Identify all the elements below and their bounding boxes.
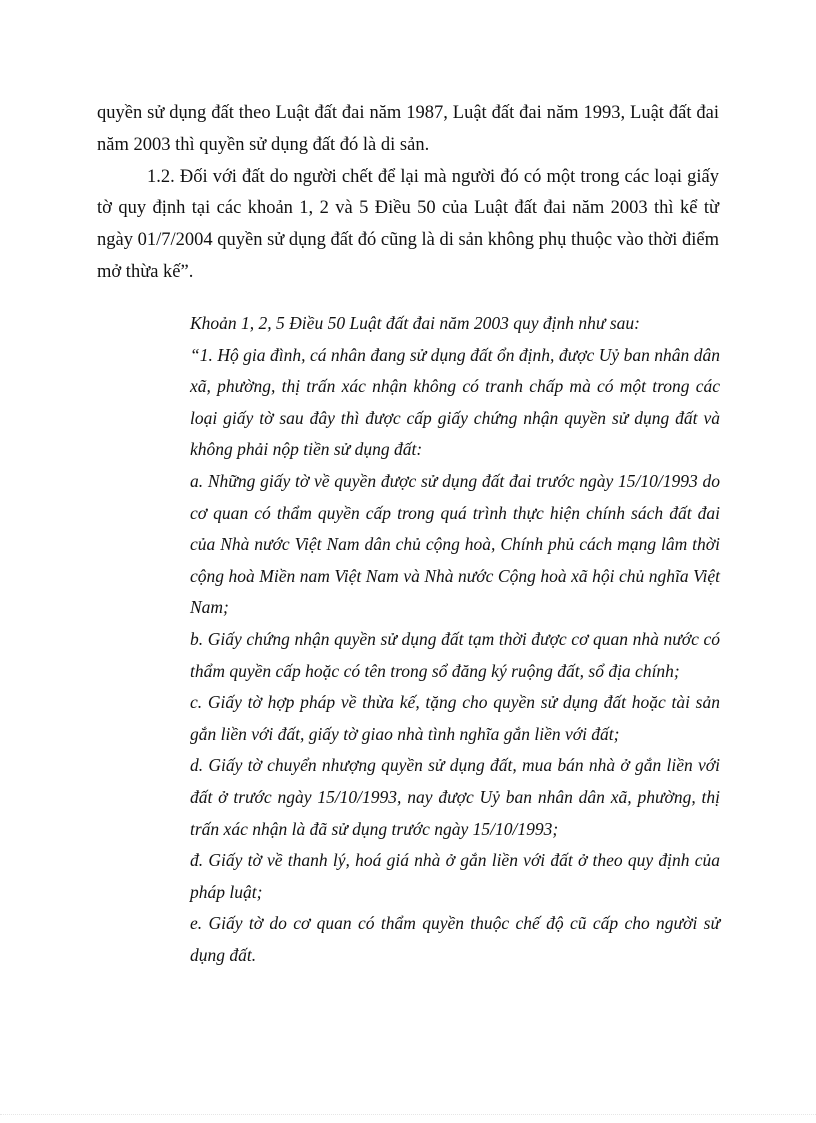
body-text <box>97 98 719 289</box>
quote-item-c: c. Giấy tờ hợp pháp về thừa kế, tặng cho quyền sử dụng đất hoặc tài sản gắn liền với đất, giấy tờ giao nhà tình nghĩa gắn liền với đất; <box>190 692 720 744</box>
quote-item-e: e. Giấy tờ do cơ quan có thẩm quyền thuộc chế độ cũ cấp cho người sử dụng đất. <box>190 913 720 965</box>
paragraph-1-2: 1.2. Đối với đất do người chết để lại mà người đó có một trong các loại giấy tờ quy định tại các khoản 1, 2 và 5 Điều 50 của Luật đất đai năm 2003 thì kể từ ngày 01/7/2004 quyền sử dụng đất đó cũng là di sản không phụ thuộc vào thời điểm mở thừa kế”. <box>97 166 720 282</box>
quote-item-a: a. Những giấy tờ về quyền được sử dụng đất đai trước ngày 15/10/1993 do cơ quan có thẩm quyền cấp trong quá trình thực hiện chính sách đất đai của Nhà nước Việt Nam dân chủ cộng hoà, Chính phủ cách mạng lâm thời cộng hoà Miền nam Việt Nam và Nhà nước Cộng hoà xã hội chủ nghĩa Việt Nam; <box>190 470 720 618</box>
page-bottom-divider <box>0 1114 816 1115</box>
quote-item-d: d. Giấy tờ chuyển nhượng quyền sử dụng đất, mua bán nhà ở gắn liền với đất ở trước ngày 15/10/1993, nay được Uỷ ban nhân dân xã, phường, thị trấn xác nhận là đã sử dụng trước ngày 15/10/1993; <box>190 755 720 839</box>
quote-clause-1: “1. Hộ gia đình, cá nhân đang sử dụng đất ổn định, được Uỷ ban nhân dân xã, phường, thị trấn xác nhận không có tranh chấp mà có một trong các loại giấy tờ sau đây thì được cấp giấy chứng nhận quyền sử dụng đất và không phải nộp tiền sử dụng đất: <box>190 344 720 460</box>
paragraph-continuation: quyền sử dụng đất theo Luật đất đai năm 1987, Luật đất đai năm 1993, Luật đất đai năm 2003 thì quyền sử dụng đất đó là di sản. <box>97 103 719 155</box>
quoted-law-excerpt <box>190 308 720 971</box>
quote-item-b: b. Giấy chứng nhận quyền sử dụng đất tạm thời được cơ quan nhà nước có thẩm quyền cấp hoặc có tên trong sổ đăng ký ruộng đất, sổ địa chính; <box>190 628 720 681</box>
quote-item-dd: đ. Giấy tờ về thanh lý, hoá giá nhà ở gắn liền với đất ở theo quy định của pháp luật; <box>190 850 720 902</box>
quote-intro: Khoản 1, 2, 5 Điều 50 Luật đất đai năm 2003 quy định như sau: <box>190 313 640 333</box>
